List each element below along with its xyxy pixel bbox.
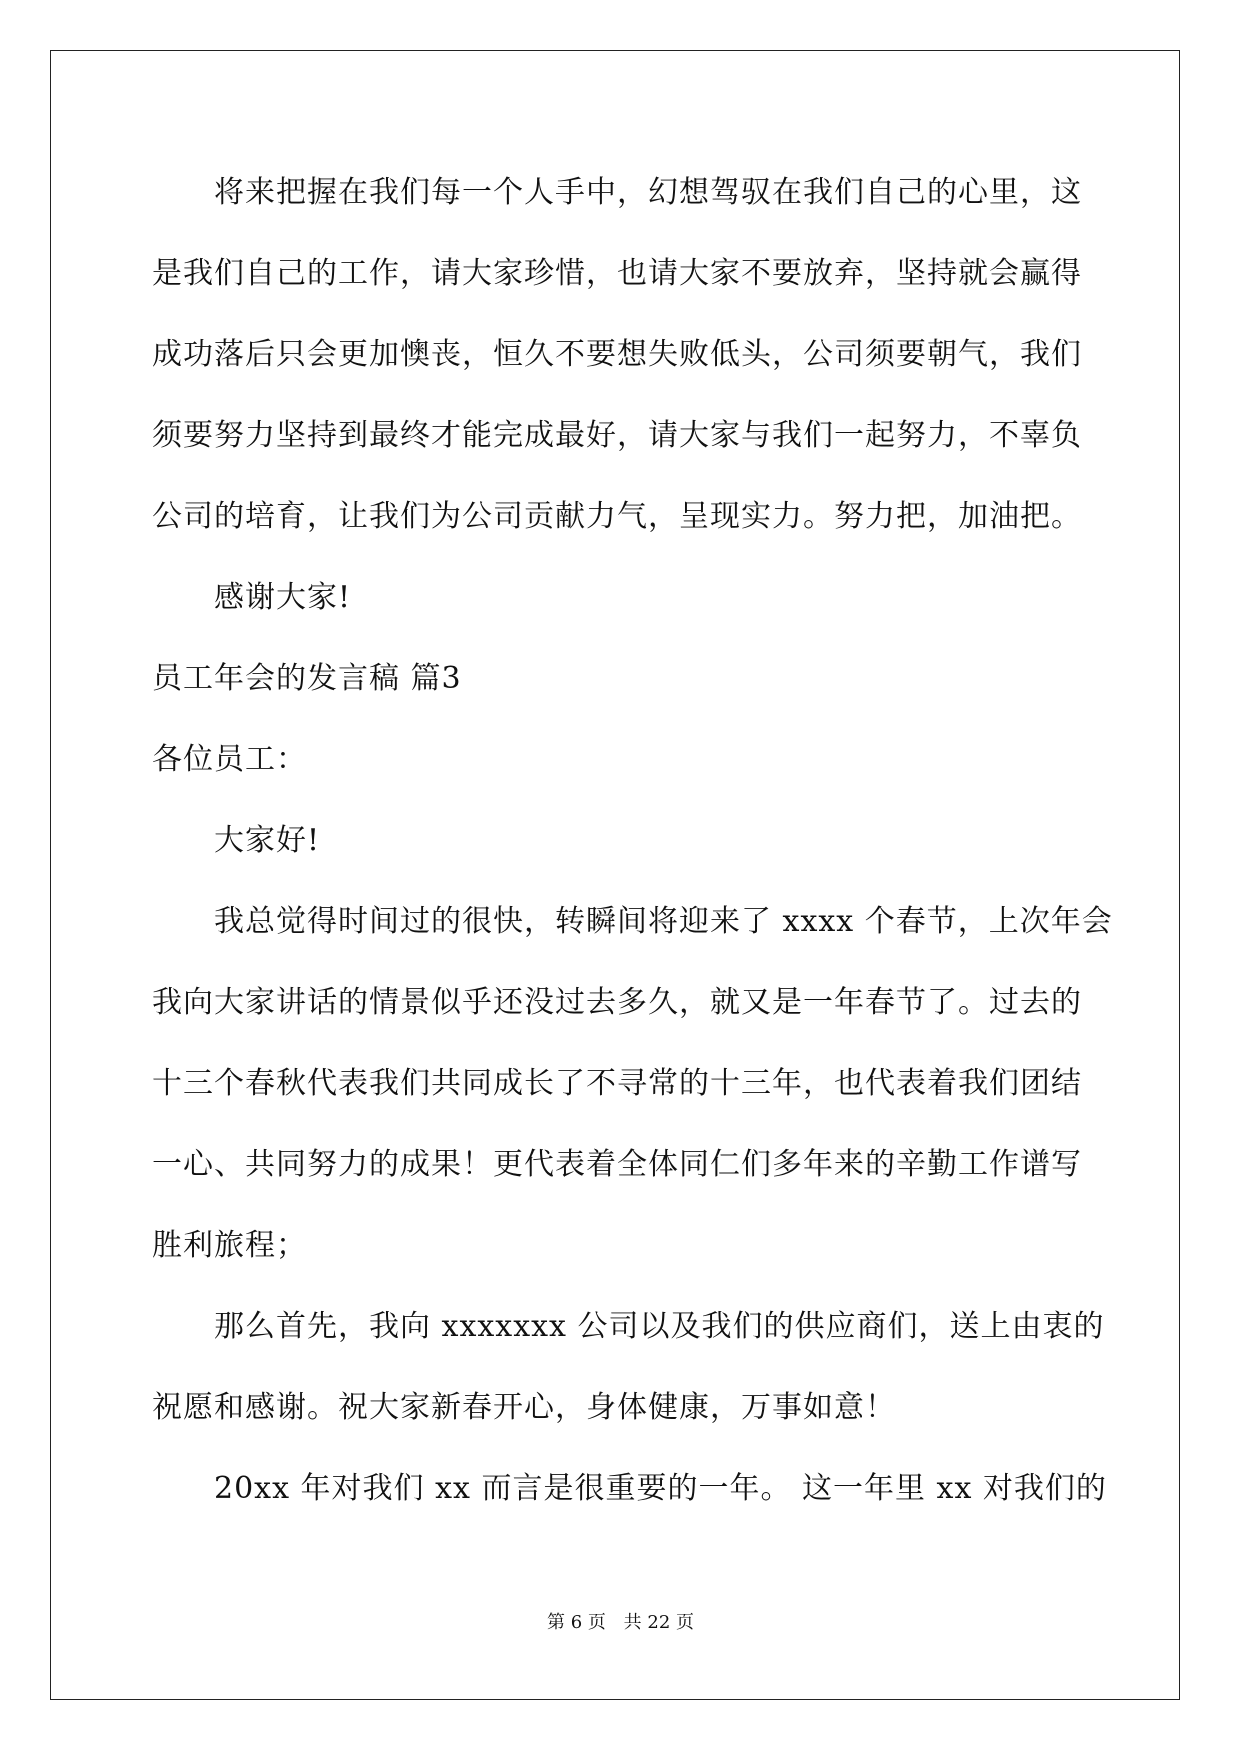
section-heading: 员工年会的发言稿 篇3 <box>152 661 462 696</box>
text-line: 将来把握在我们每一个人手中，幻想驾驭在我们自己的心里，这 <box>214 175 1082 210</box>
text-line: 公司的培育，让我们为公司贡献力气，呈现实力。努力把，加油把。 <box>152 499 1082 534</box>
text-line: 20xx 年对我们 xx 而言是很重要的一年。 这一年里 xx 对我们的 <box>214 1471 1107 1506</box>
text-line: 胜利旅程； <box>152 1228 307 1263</box>
page-footer <box>0 1608 1241 1634</box>
text-line: 祝愿和感谢。祝大家新春开心，身体健康，万事如意！ <box>152 1390 896 1425</box>
document-body <box>152 152 1113 1529</box>
salutation: 各位员工： <box>152 742 307 777</box>
page-total: 共 22 页 <box>623 1612 694 1633</box>
text-line: 一心、共同努力的成果！更代表着全体同仁们多年来的辛勤工作谱写 <box>152 1147 1082 1182</box>
page-number: 第 6 页 <box>547 1612 606 1633</box>
text-line: 那么首先，我向 xxxxxxx 公司以及我们的供应商们，送上由衷的 <box>214 1309 1105 1344</box>
text-line: 我向大家讲话的情景似乎还没过去多久，就又是一年春节了。过去的 <box>152 985 1082 1020</box>
text-line: 我总觉得时间过的很快，转瞬间将迎来了 xxxx 个春节，上次年会 <box>214 904 1113 939</box>
text-line: 是我们自己的工作，请大家珍惜，也请大家不要放弃，坚持就会赢得 <box>152 256 1082 291</box>
text-line: 大家好! <box>214 823 321 858</box>
text-line: 须要努力坚持到最终才能完成最好，请大家与我们一起努力，不辜负 <box>152 418 1082 453</box>
text-line: 十三个春秋代表我们共同成长了不寻常的十三年，也代表着我们团结 <box>152 1066 1082 1101</box>
text-line: 感谢大家! <box>214 580 352 615</box>
text-line: 成功落后只会更加懊丧，恒久不要想失败低头，公司须要朝气，我们 <box>152 337 1082 372</box>
